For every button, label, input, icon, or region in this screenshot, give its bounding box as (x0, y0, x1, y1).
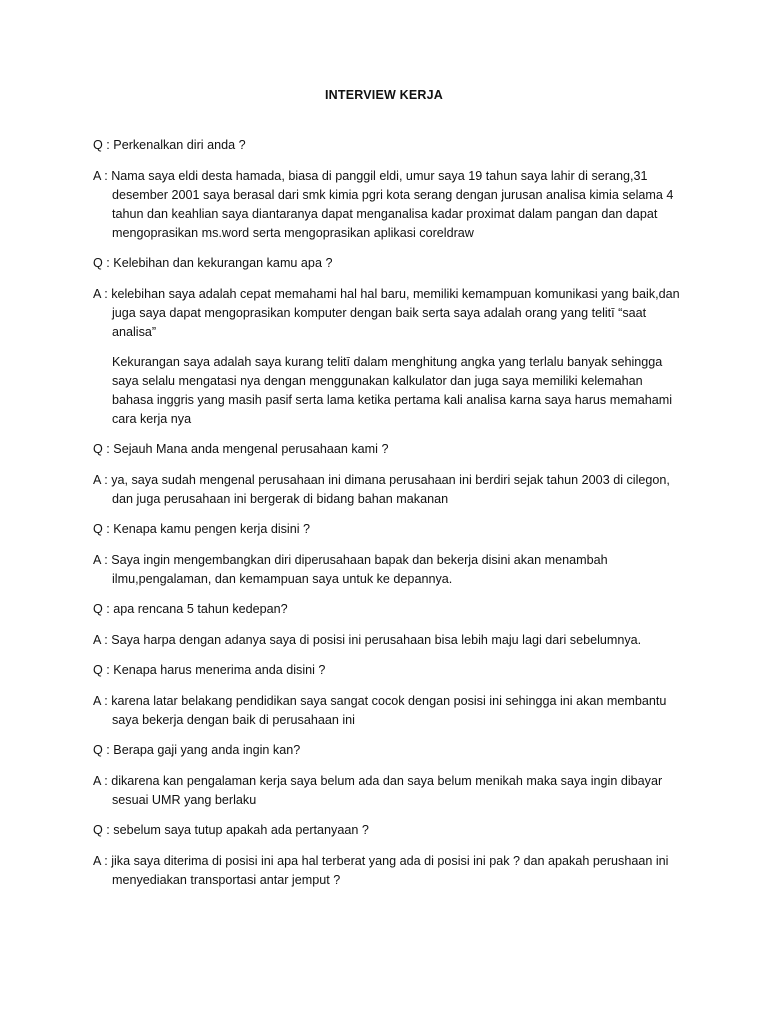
answer-2: A : kelebihan saya adalah cepat memahami hal hal baru, memiliki kemampuan komunikasi yang baik,dan juga saya dapat mengoprasikan komputer dengan baik serta saya adalah orang yang telitī “saat analisa” (93, 287, 680, 339)
question-5: Q : apa rencana 5 tahun kedepan? (93, 602, 288, 616)
answer-4: A : Saya ingin mengembangkan diri diperusahaan bapak dan bekerja disini akan menambah ilmu,pengalaman, dan kemampuan saya untuk ke depannya. (93, 553, 608, 586)
document-body (93, 136, 683, 901)
answer-5: A : Saya harpa dengan adanya saya di posisi ini perusahaan bisa lebih maju lagi dari sebelumnya. (93, 633, 642, 647)
question-8: Q : sebelum saya tutup apakah ada pertanyaan ? (93, 823, 369, 837)
answer-7: A : dikarena kan pengalaman kerja saya belum ada dan saya belum menikah maka saya ingin dibayar sesuai UMR yang berlaku (93, 774, 663, 807)
question-4: Q : Kenapa kamu pengen kerja disini ? (93, 522, 311, 536)
question-3: Q : Sejauh Mana anda mengenal perusahaan kami ? (93, 442, 389, 456)
question-6: Q : Kenapa harus menerima anda disini ? (93, 663, 326, 677)
question-7: Q : Berapa gaji yang anda ingin kan? (93, 743, 301, 757)
answer-2-paragraph-2: Kekurangan saya adalah saya kurang telitī dalam menghitung angka yang terlalu banyak sehingga saya selalu mengatasi nya dengan menggunakan kalkulator dan juga saya memiliki kelemahan bahasa inggris yang masih pasif serta lama ketika pertama kali analisa karna saya harus memahami cara kerja nya (112, 355, 672, 426)
answer-8: A : jika saya diterima di posisi ini apa hal terberat yang ada di posisi ini pak ? dan apakah perushaan ini menyediakan transportasi antar jemput ? (93, 854, 669, 887)
answer-3: A : ya, saya sudah mengenal perusahaan ini dimana perusahaan ini berdiri sejak tahun 2003 di cilegon, dan juga perusahaan ini bergerak di bidang bahan makanan (93, 473, 670, 506)
question-1: Q : Perkenalkan diri anda ? (93, 138, 246, 152)
document-title: INTERVIEW KERJA (324, 88, 444, 102)
question-2: Q : Kelebihan dan kekurangan kamu apa ? (93, 256, 333, 270)
answer-6: A : karena latar belakang pendidikan saya sangat cocok dengan posisi ini sehingga ini akan membantu saya bekerja dengan baik di perusahaan ini (93, 694, 667, 727)
answer-1: A : Nama saya eldi desta hamada, biasa di panggil eldi, umur saya 19 tahun saya lahir di serang,31 desember 2001 saya berasal dari smk kimia pgri kota serang dengan jurusan analisa kimia selama 4 tahun dan keahlian saya diantaranya dapat menganalisa kadar proximat dalam pangan dan dapat mengoprasikan ms.word serta mengoprasikan aplikasi coreldraw (93, 169, 674, 240)
